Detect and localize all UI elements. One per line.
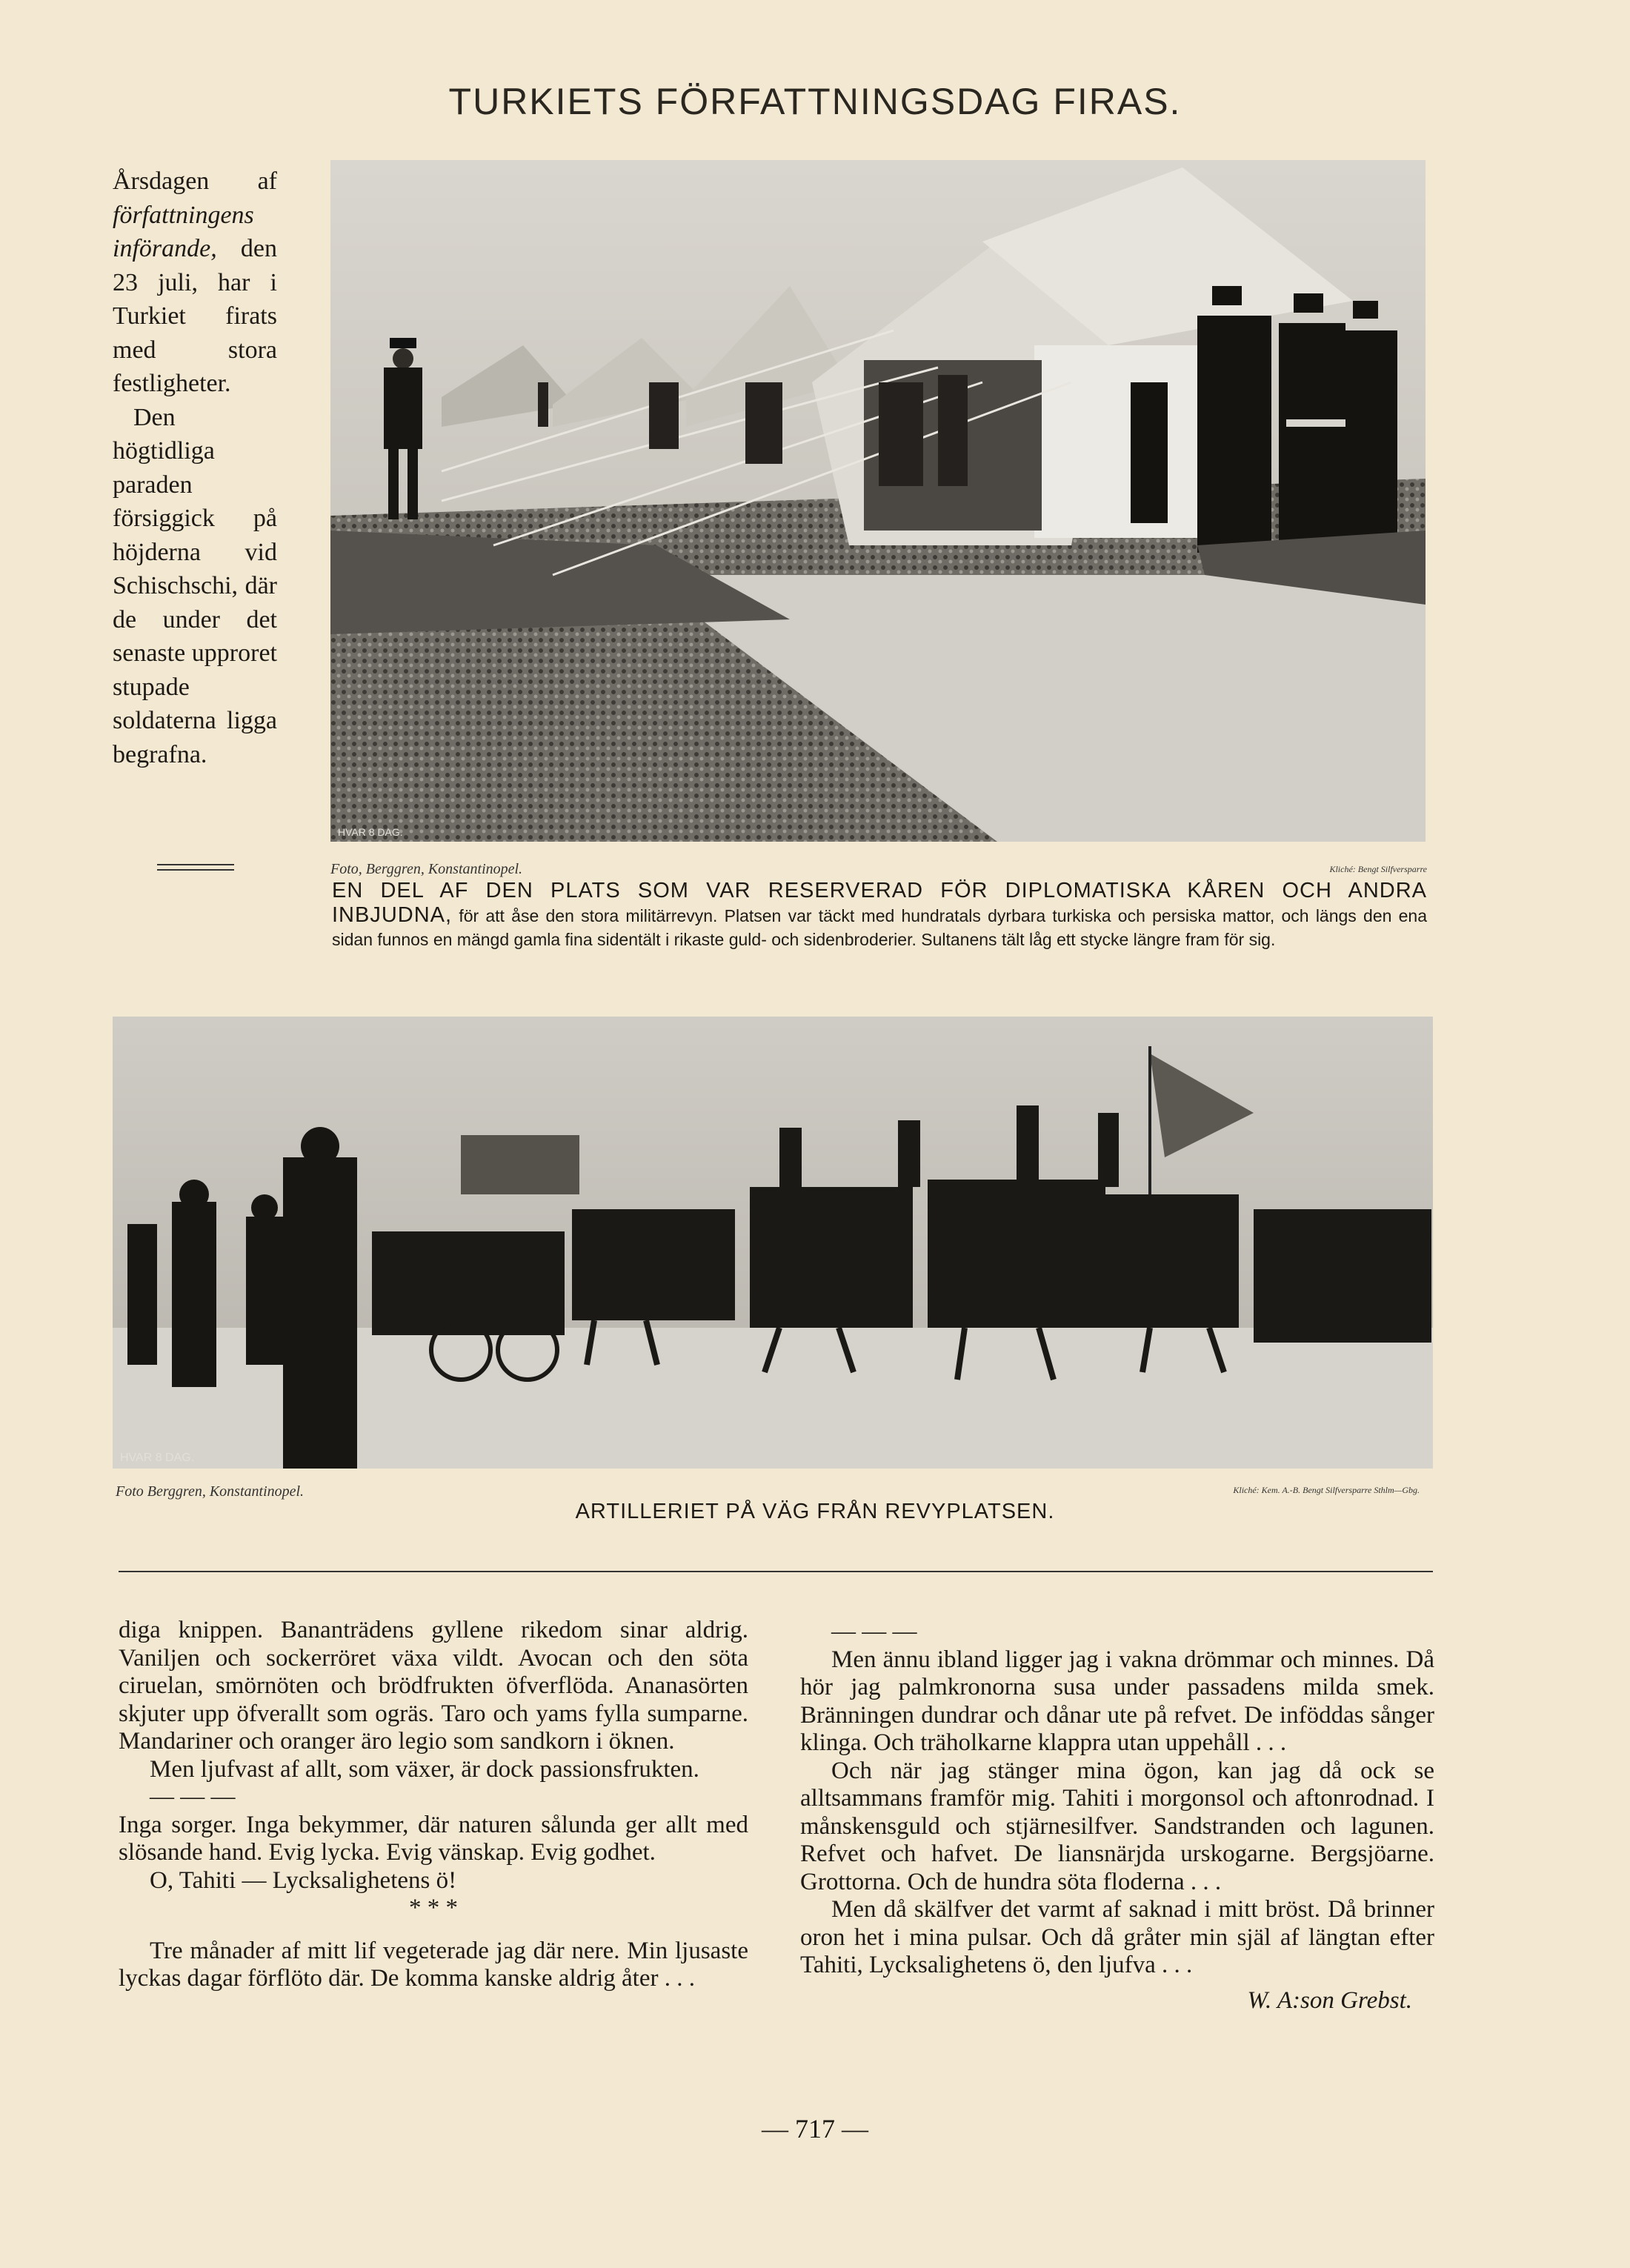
- photo2-watermark: HVAR 8 DAG.: [120, 1451, 195, 1464]
- page-number: — 717 —: [762, 2114, 868, 2144]
- tents-scene-illustration: [330, 160, 1426, 842]
- paragraph: Tre månader af mitt lif vegeterade jag där nere. Min ljusaste lyckas dagar förflöto där. De komma kanske aldrig åter . . .: [119, 1937, 748, 1992]
- divider-double-rule: [157, 864, 234, 871]
- photo1-caption-caps: EN DEL AF DEN PLATS SOM VAR RESERVERAD FÖR DIPLOMATISKA KÅREN OCH ANDRA INBJUDNA,: [332, 879, 1427, 927]
- paragraph: Inga sorger. Inga bekymmer, där naturen sålunda ger allt med slösande hand. Evig lycka. Evig vänskap. Evig godhet.: [119, 1811, 748, 1866]
- photo-tents: [330, 160, 1426, 842]
- separator-dashes: — — —: [150, 1783, 236, 1810]
- paragraph: Men då skälfver det varmt af saknad i mitt bröst. Då brinner oron het i mina pulsar. Och då gråter min själ af längtan efter Tahiti, Lycksalighetens ö, den ljufva . . .: [800, 1896, 1434, 1978]
- paragraph: diga knippen. Bananträdens gyllene rikedom sinar aldrig. Vaniljen och sockerröret växa vildt. Avocan och den söta ciruelan, smörnöten och brödfrukten öfverflöda. Ananasörten skjuter upp öfverallt som ogräs. Taro och yams fylla sumparne. Mandariner och oranger äro legio som sandkorn i öknen.: [119, 1617, 748, 1755]
- sidebar-p1-start: Årsdagen af: [113, 167, 277, 195]
- paragraph: Men ännu ibland ligger jag i vakna drömmar och minnes. Då hör jag palmkronorna susa under passadens milda smek. Bränningen dundrar och dånar ute på refvet. De inföddas sånger klinga. Och träholkarne klappra utan uppehåll . . .: [800, 1646, 1434, 1756]
- sidebar-text: [113, 164, 277, 771]
- photo1-caption: [332, 879, 1427, 951]
- photo-artillery: [113, 1017, 1433, 1469]
- photo1-caption-text: för att åse den stora militärrevyn. Platsen var täckt med hundratals dyrbara turkiska och persiska mattor, och längs den ena sidan funnos en mängd gamla fina sidentält i rikaste guld- och sidenbroderier. Sultanens tält låg ett stycke längre fram för sig.: [332, 906, 1428, 949]
- paragraph: Och när jag stänger mina ögon, kan jag då ock se alltsammans framför mig. Tahiti i morgonsol och aftonrodnad. I månskensguld och stjärnesilfver. Sandstranden och lagunen. Refvet och hafvet. De liansnärjda urskogarne. Bergsjöarne. Grottorna. Och de hundra söta floderna . . .: [800, 1757, 1434, 1895]
- sidebar-p1-emphasis: författningens införande,: [113, 201, 254, 262]
- separator-asterisks: * * *: [409, 1895, 458, 1921]
- photo2-cliche: Kliché: Kem. A.-B. Bengt Silfversparre Sthlm—Gbg.: [1233, 1485, 1420, 1495]
- photo1-watermark: HVAR 8 DAG.: [338, 826, 403, 838]
- sidebar-p1-end: den 23 juli, har i Turkiet firats med stora festligheter.: [113, 235, 277, 397]
- page-title: TURKIETS FÖRFATTNINGSDAG FIRAS.: [448, 81, 1182, 122]
- photo1-cliche: Kliché: Bengt Silfversparre: [1329, 864, 1427, 874]
- section-divider: [119, 1571, 1433, 1572]
- artillery-scene-illustration: [113, 1017, 1433, 1469]
- paragraph: O, Tahiti — Lycksalighetens ö!: [150, 1866, 457, 1894]
- paragraph: Men ljufvast af allt, som växer, är dock passionsfrukten.: [150, 1755, 699, 1783]
- text-column-right: [800, 1618, 1434, 2015]
- photo2-caption: ARTILLERIET PÅ VÄG FRÅN REVYPLATSEN.: [575, 1500, 1055, 1523]
- text-column-left: [119, 1617, 748, 1993]
- separator-dashes: — — —: [831, 1618, 917, 1645]
- sidebar-paragraph-2: Den högtidliga paraden försiggick på höjderna vid Schischschi, där de under det senaste upproret stupade soldaterna ligga begrafna.: [113, 403, 277, 768]
- sidebar-paragraph-1: [113, 164, 277, 401]
- author-signature: W. A:son Grebst.: [1247, 1986, 1412, 2014]
- photo1-credit: Foto, Berggren, Konstantinopel.: [330, 861, 523, 877]
- photo2-credit: Foto Berggren, Konstantinopel.: [116, 1483, 305, 1500]
